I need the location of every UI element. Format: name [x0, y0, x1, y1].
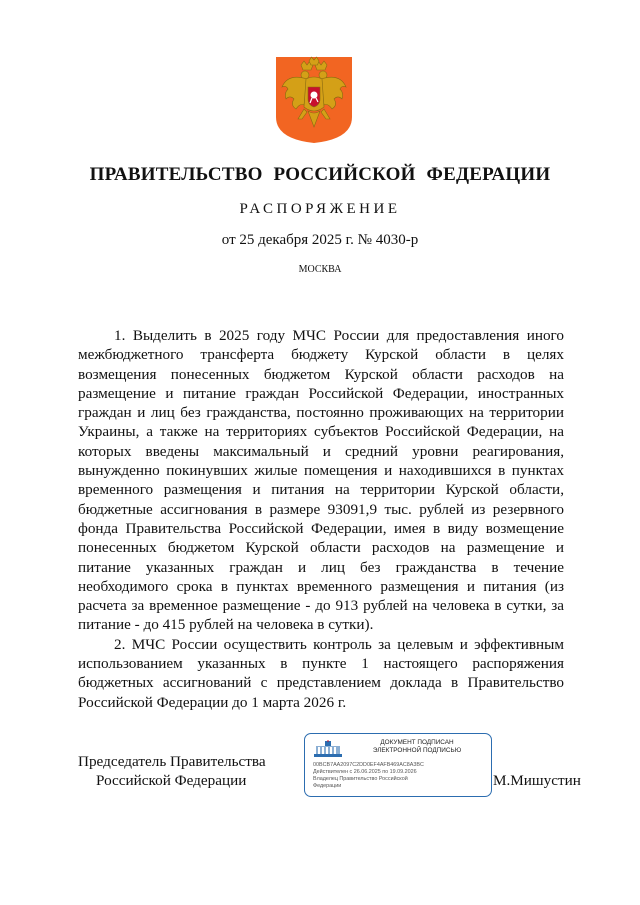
paragraph-1: 1. Выделить в 2025 году МЧС России для предоставления иного межбюджетного трансферта бюджету Курской области в целях возмещения понесенных бюджетом Курской области расходов на размещение и питание граждан Российской Федерации, иностранных граждан и лиц без гражданства, постоянно проживающих на территории Украины, а также на территориях субъектов Российской Федерации, на которых введены максимальный и средний уровни реагирования, вынужденно покинувших жилые помещения и находившихся в пунктах временного размещения и питания на территории Курской области, бюджетные ассигнования в размере 93091,9 тыс. рублей из резервного фонда Правительства Российской Федерации, имея в виду возмещение понесенных бюджетом Курской области расходов на размещение и питание указанных граждан и лиц без гражданства в течение необходимого срока в пунктах временного размещения и питания (из расчета за временное размещение - до 913 рублей на человека в сутки, за питание - до 415 рублей на человека в сутки).: [78, 327, 564, 634]
document-city: МОСКВА: [298, 264, 342, 275]
signatory-position-line2: Российской Федерации: [96, 772, 247, 789]
paragraph-2: 2. МЧС России осуществить контроль за целевым и эффективным использованием указанных в пункте 1 настоящего распоряжения бюджетных ассигнований с представлением доклада в Правительство Российской Федерации до 1 марта 2026 г.: [78, 635, 564, 711]
coat-of-arms-icon: [274, 55, 354, 145]
stamp-heading-line2: ЭЛЕКТРОННОЙ ПОДПИСЬЮ: [372, 747, 462, 754]
stamp-owner-line1: Владелец Правительство Российской: [313, 776, 408, 782]
stamp-heading-line1: ДОКУМЕНТ ПОДПИСАН: [380, 739, 454, 746]
page-title: ПРАВИТЕЛЬСТВО РОССИЙСКОЙ ФЕДЕРАЦИИ: [89, 164, 551, 185]
stamp-validity: Действителен с 26.06.2025 по 19.09.2026: [313, 769, 417, 775]
stamp-heading: [347, 739, 487, 755]
electronic-signature-stamp: [304, 733, 492, 797]
document-date-number: от 25 декабря 2025 г. № 4030-р: [221, 232, 419, 248]
signatory-position-line1: Председатель Правительства: [78, 753, 266, 770]
government-building-icon: [313, 740, 343, 758]
stamp-certificate: 00BCB7AA2097C2DD0EF4AFB469AC8A3BC: [313, 762, 424, 768]
document-body: [78, 326, 564, 712]
stamp-owner-line2: Федерации: [313, 783, 342, 789]
document-type: РАСПОРЯЖЕНИЕ: [239, 201, 401, 217]
signatory-position: [78, 752, 278, 790]
signatory-name: М.Мишустин: [493, 772, 581, 789]
